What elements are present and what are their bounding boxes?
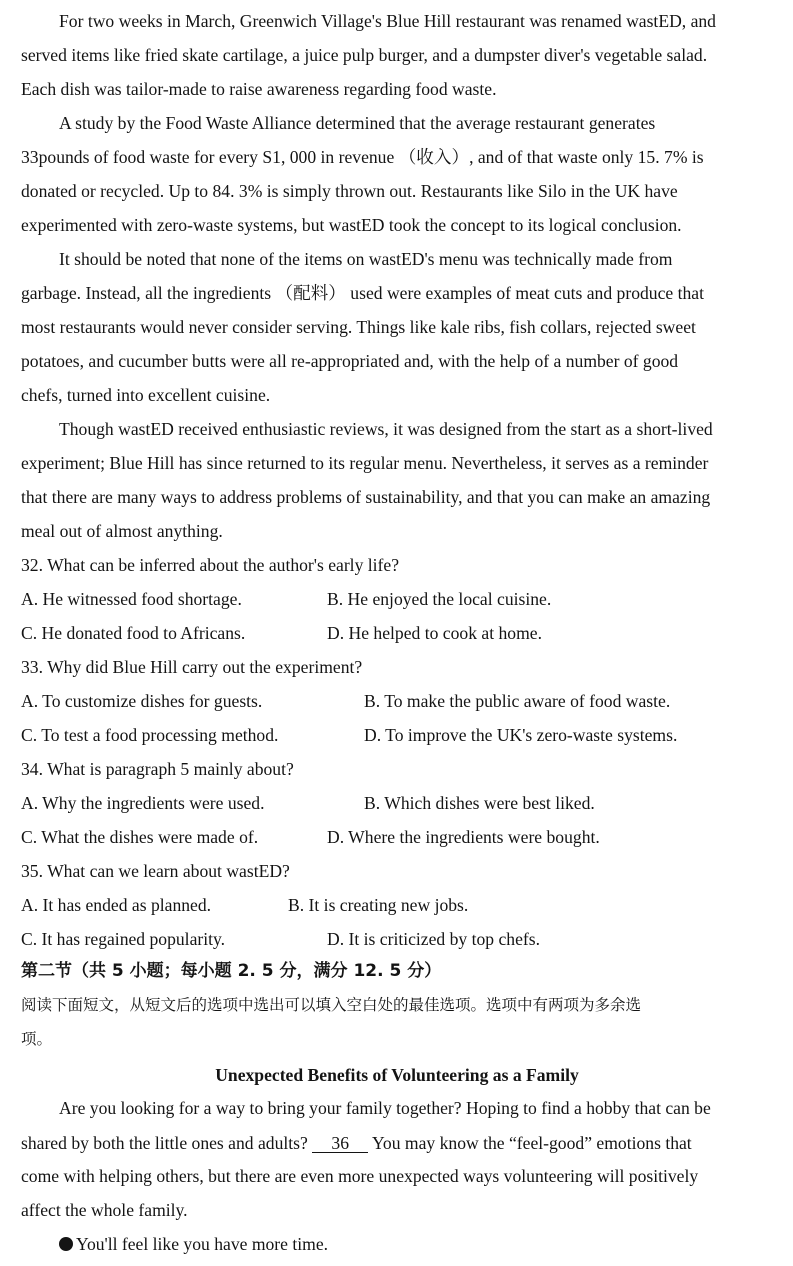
option-c[interactable]: C. It has regained popularity. [21, 929, 226, 949]
option-a[interactable]: A. It has ended as planned. [21, 895, 212, 915]
passage-line: potatoes, and cucumber butts were all re-appropriated and, with the help of a number of good [21, 351, 679, 371]
passage-line: experiment; Blue Hill has since returned to its regular menu. Nevertheless, it serves as a reminder [21, 453, 709, 473]
passage-line: affect the whole family. [21, 1200, 188, 1220]
bullet-point [59, 1236, 328, 1254]
option-b[interactable]: B. It is creating new jobs. [288, 895, 469, 915]
passage-line: A study by the Food Waste Alliance determined that the average restaurant generates [59, 113, 656, 133]
option-b[interactable]: B. He enjoyed the local cuisine. [327, 589, 552, 609]
option-d[interactable]: D. To improve the UK's zero-waste systems. [364, 725, 678, 745]
option-b[interactable]: B. To make the public aware of food waste. [364, 691, 671, 711]
passage-text: shared by both the little ones and adults? [21, 1133, 308, 1153]
passage-line: most restaurants would never consider serving. Things like kale ribs, fish collars, rejected sweet [21, 317, 696, 337]
option-a[interactable]: A. Why the ingredients were used. [21, 793, 265, 813]
passage-line: Are you looking for a way to bring your family together? Hoping to find a hobby that can be [59, 1098, 711, 1118]
option-a[interactable]: A. To customize dishes for guests. [21, 691, 263, 711]
answer-blank[interactable]: 36 [312, 1134, 368, 1153]
passage-line: donated or recycled. Up to 84. 3% is simply thrown out. Restaurants like Silo in the UK have [21, 181, 678, 201]
bullet-text: You'll feel like you have more time. [76, 1234, 329, 1254]
section-instructions: 项。 [21, 1030, 53, 1048]
passage-line: It should be noted that none of the items on wastED's menu was technically made from [59, 249, 673, 269]
passage-line: Though wastED received enthusiastic reviews, it was designed from the start as a short-lived [59, 419, 713, 439]
passage-line: come with helping others, but there are even more unexpected ways volunteering will positively [21, 1166, 699, 1186]
section-instructions: 阅读下面短文，从短文后的选项中选出可以填入空白处的最佳选项。选项中有两项为多余选 [21, 996, 642, 1014]
section-heading: 第二节（共 5 小题；每小题 2. 5 分，满分 12. 5 分） [21, 961, 442, 981]
option-b[interactable]: B. Which dishes were best liked. [364, 793, 595, 813]
question-stem: 34. What is paragraph 5 mainly about? [21, 759, 294, 779]
passage-text: You may know the “feel-good” emotions that [371, 1133, 692, 1153]
option-d[interactable]: D. He helped to cook at home. [327, 623, 542, 643]
option-c[interactable]: C. He donated food to Africans. [21, 623, 246, 643]
passage-line: experimented with zero-waste systems, but wastED took the concept to its logical conclusion. [21, 215, 682, 235]
option-a[interactable]: A. He witnessed food shortage. [21, 589, 242, 609]
question-stem: 33. Why did Blue Hill carry out the experiment? [21, 657, 363, 677]
passage-line: Each dish was tailor-made to raise awareness regarding food waste. [21, 79, 497, 99]
bullet-icon [59, 1237, 73, 1251]
article-title: Unexpected Benefits of Volunteering as a Family [215, 1065, 579, 1085]
option-d[interactable]: D. It is criticized by top chefs. [327, 929, 541, 949]
passage-line: that there are many ways to address problems of sustainability, and that you can make an amazing [21, 487, 711, 507]
option-c[interactable]: C. To test a food processing method. [21, 725, 279, 745]
option-d[interactable]: D. Where the ingredients were bought. [327, 827, 600, 847]
passage-line: garbage. Instead, all the ingredients （配料） used were examples of meat cuts and produce that [21, 283, 704, 303]
question-stem: 35. What can we learn about wastED? [21, 861, 290, 881]
passage-line: 33pounds of food waste for every S1, 000 in revenue （收入）, and of that waste only 15. 7% is [21, 147, 704, 167]
question-stem: 32. What can be inferred about the author's early life? [21, 555, 400, 575]
passage-line: served items like fried skate cartilage, a juice pulp burger, and a dumpster diver's vegetable salad. [21, 45, 708, 65]
passage-line: chefs, turned into excellent cuisine. [21, 385, 271, 405]
option-c[interactable]: C. What the dishes were made of. [21, 827, 259, 847]
passage-line: meal out of almost anything. [21, 521, 223, 541]
passage-line [21, 1134, 692, 1153]
passage-line: For two weeks in March, Greenwich Village's Blue Hill restaurant was renamed wastED, and [59, 11, 716, 31]
